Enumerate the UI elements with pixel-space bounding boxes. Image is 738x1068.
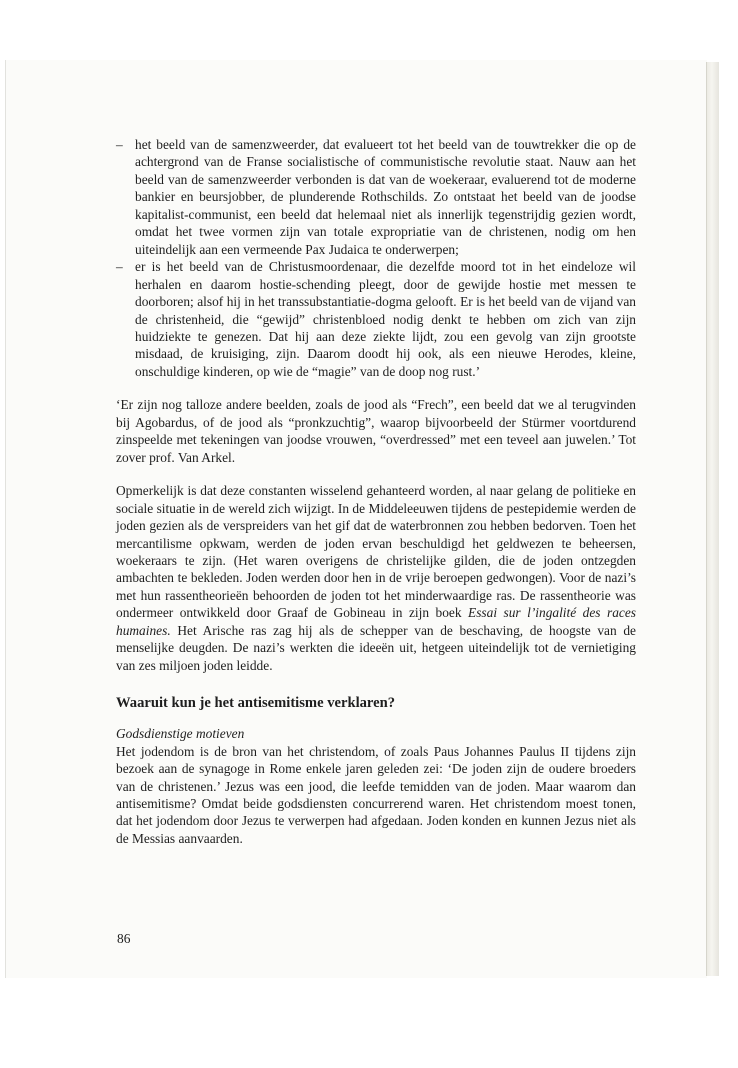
paragraph-beelden: ‘Er zijn nog talloze andere beelden, zoals de jood als “Frech”, een beeld dat we al terugvinden bij Agobardus, of de jood als “pronkzuchtig”, waarop bijvoorbeeld der Stürmer voortdurend zinspeelde met tekeningen van joodse vrouwen, “overdressed” met een teveel aan juwelen.’ Tot zover prof. Van Arkel. (116, 397, 636, 465)
page-content (116, 136, 636, 847)
paragraph-constanten-text-a: Opmerkelijk is dat deze constanten wisselend gehanteerd worden, al naar gelang de politieke en sociale situatie in de wereld zich wijzigt. In de Middeleeuwen tijdens de pestepidemie werden de joden gezien als de verspreiders van het gif dat de waterbronnen zou hebben bedorven. Toen het mercantilisme opkwam, werden de joden ervan beschuldigd het geldwezen te beheersen, woekeraars te zijn. (Het waren overigens de christelijke gilden, die de joden ontzegden ambachten te bekleden. Joden werden door hen in de vrije beroepen gedwongen). Voor de nazi’s met hun rassentheorieën behoorden de joden tot het minderwaardige ras. De rassentheorie was ondermeer ontwikkeld door Graaf de Gobineau in zijn boek (116, 483, 636, 621)
spacer (116, 380, 636, 396)
page-number: 86 (117, 931, 131, 946)
spacer (116, 466, 636, 482)
subheading: Godsdienstige motieven (116, 726, 245, 742)
bullet-item-samenzweerder: – het beeld van de samenzweerder, dat evalueert tot het beeld van de touwtrekker die op de achtergrond van de Franse socialistische of communistische revolutie staat. Nauw aan het beeld van de samenzweerder verbonden is dat van de woekeraar, evaluerend tot de moderne bankier en beursjobber, de plunderende Rothschilds. Zo ontstaat het beeld van de joodse kapitalist-communist, een beeld dat helemaal niet als innerlijk tegenstrijdig gezien wordt, omdat het twee vormen zijn van totale expropriatie van de christenen, nodig om hen uiteindelijk aan een vermeende Pax Judaica te onderwerpen; (116, 136, 636, 258)
spacer (116, 674, 636, 693)
bullet-item-christusmoordenaar: – er is het beeld van de Christusmoordenaar, die dezelfde moord tot in het eindeloze wil herhalen en daarom hostie-schending pleegt, door de gewijde hostie met messen te doorboren; alsof hij in het transsubstantiatie-dogma gelooft. Er is het beeld van de vijand van de christenheid, die “gewijd” christenbloed nodig denkt te hebben om zich van zijn huidziekte te genezen. Dat hij aan deze ziekte lijdt, zou een gevolg van zijn grootste misdaad, de kruisiging, zijn. Daarom doodt hij ook, als een nieuwe Herodes, kleine, onschuldige kinderen, op wie de “magie” van de doop nog rust.’ (116, 258, 636, 380)
paragraph-constanten (116, 482, 636, 674)
paragraph-constanten-text-b: Het Arische ras zag hij als de schepper van de beschaving, de hoogste van de menselijke deugden. De nazi’s werkten die ideeën uit, hetgeen uiteindelijk tot de vernietiging van zes miljoen joden leidde. (116, 622, 636, 673)
book-title: Essai sur l’ingalité des races humaines. (116, 605, 636, 638)
bullet-list (116, 136, 636, 380)
page-edge (706, 62, 719, 976)
paragraph-godsdienstig: Het jodendom is de bron van het christendom, of zoals Paus Johannes Paulus II tijdens zijn bezoek aan de synagoge in Rome enkele jaren geleden zei: ‘De joden zijn de oudere broeders van de christenen.’ Jezus was een jood, die leefde temidden van de joden. Maar waarom dan antisemitisme? Omdat beide godsdiensten concurrerend waren. Het christendom moest tonen, dat het jodendom door Jezus te verwerpen had afgedaan. Joden konden en kunnen Jezus niet als de Messias aanvaarden. (116, 743, 636, 846)
section-heading: Waaruit kun je het antisemitisme verklaren? (116, 695, 396, 712)
spacer (116, 713, 636, 725)
